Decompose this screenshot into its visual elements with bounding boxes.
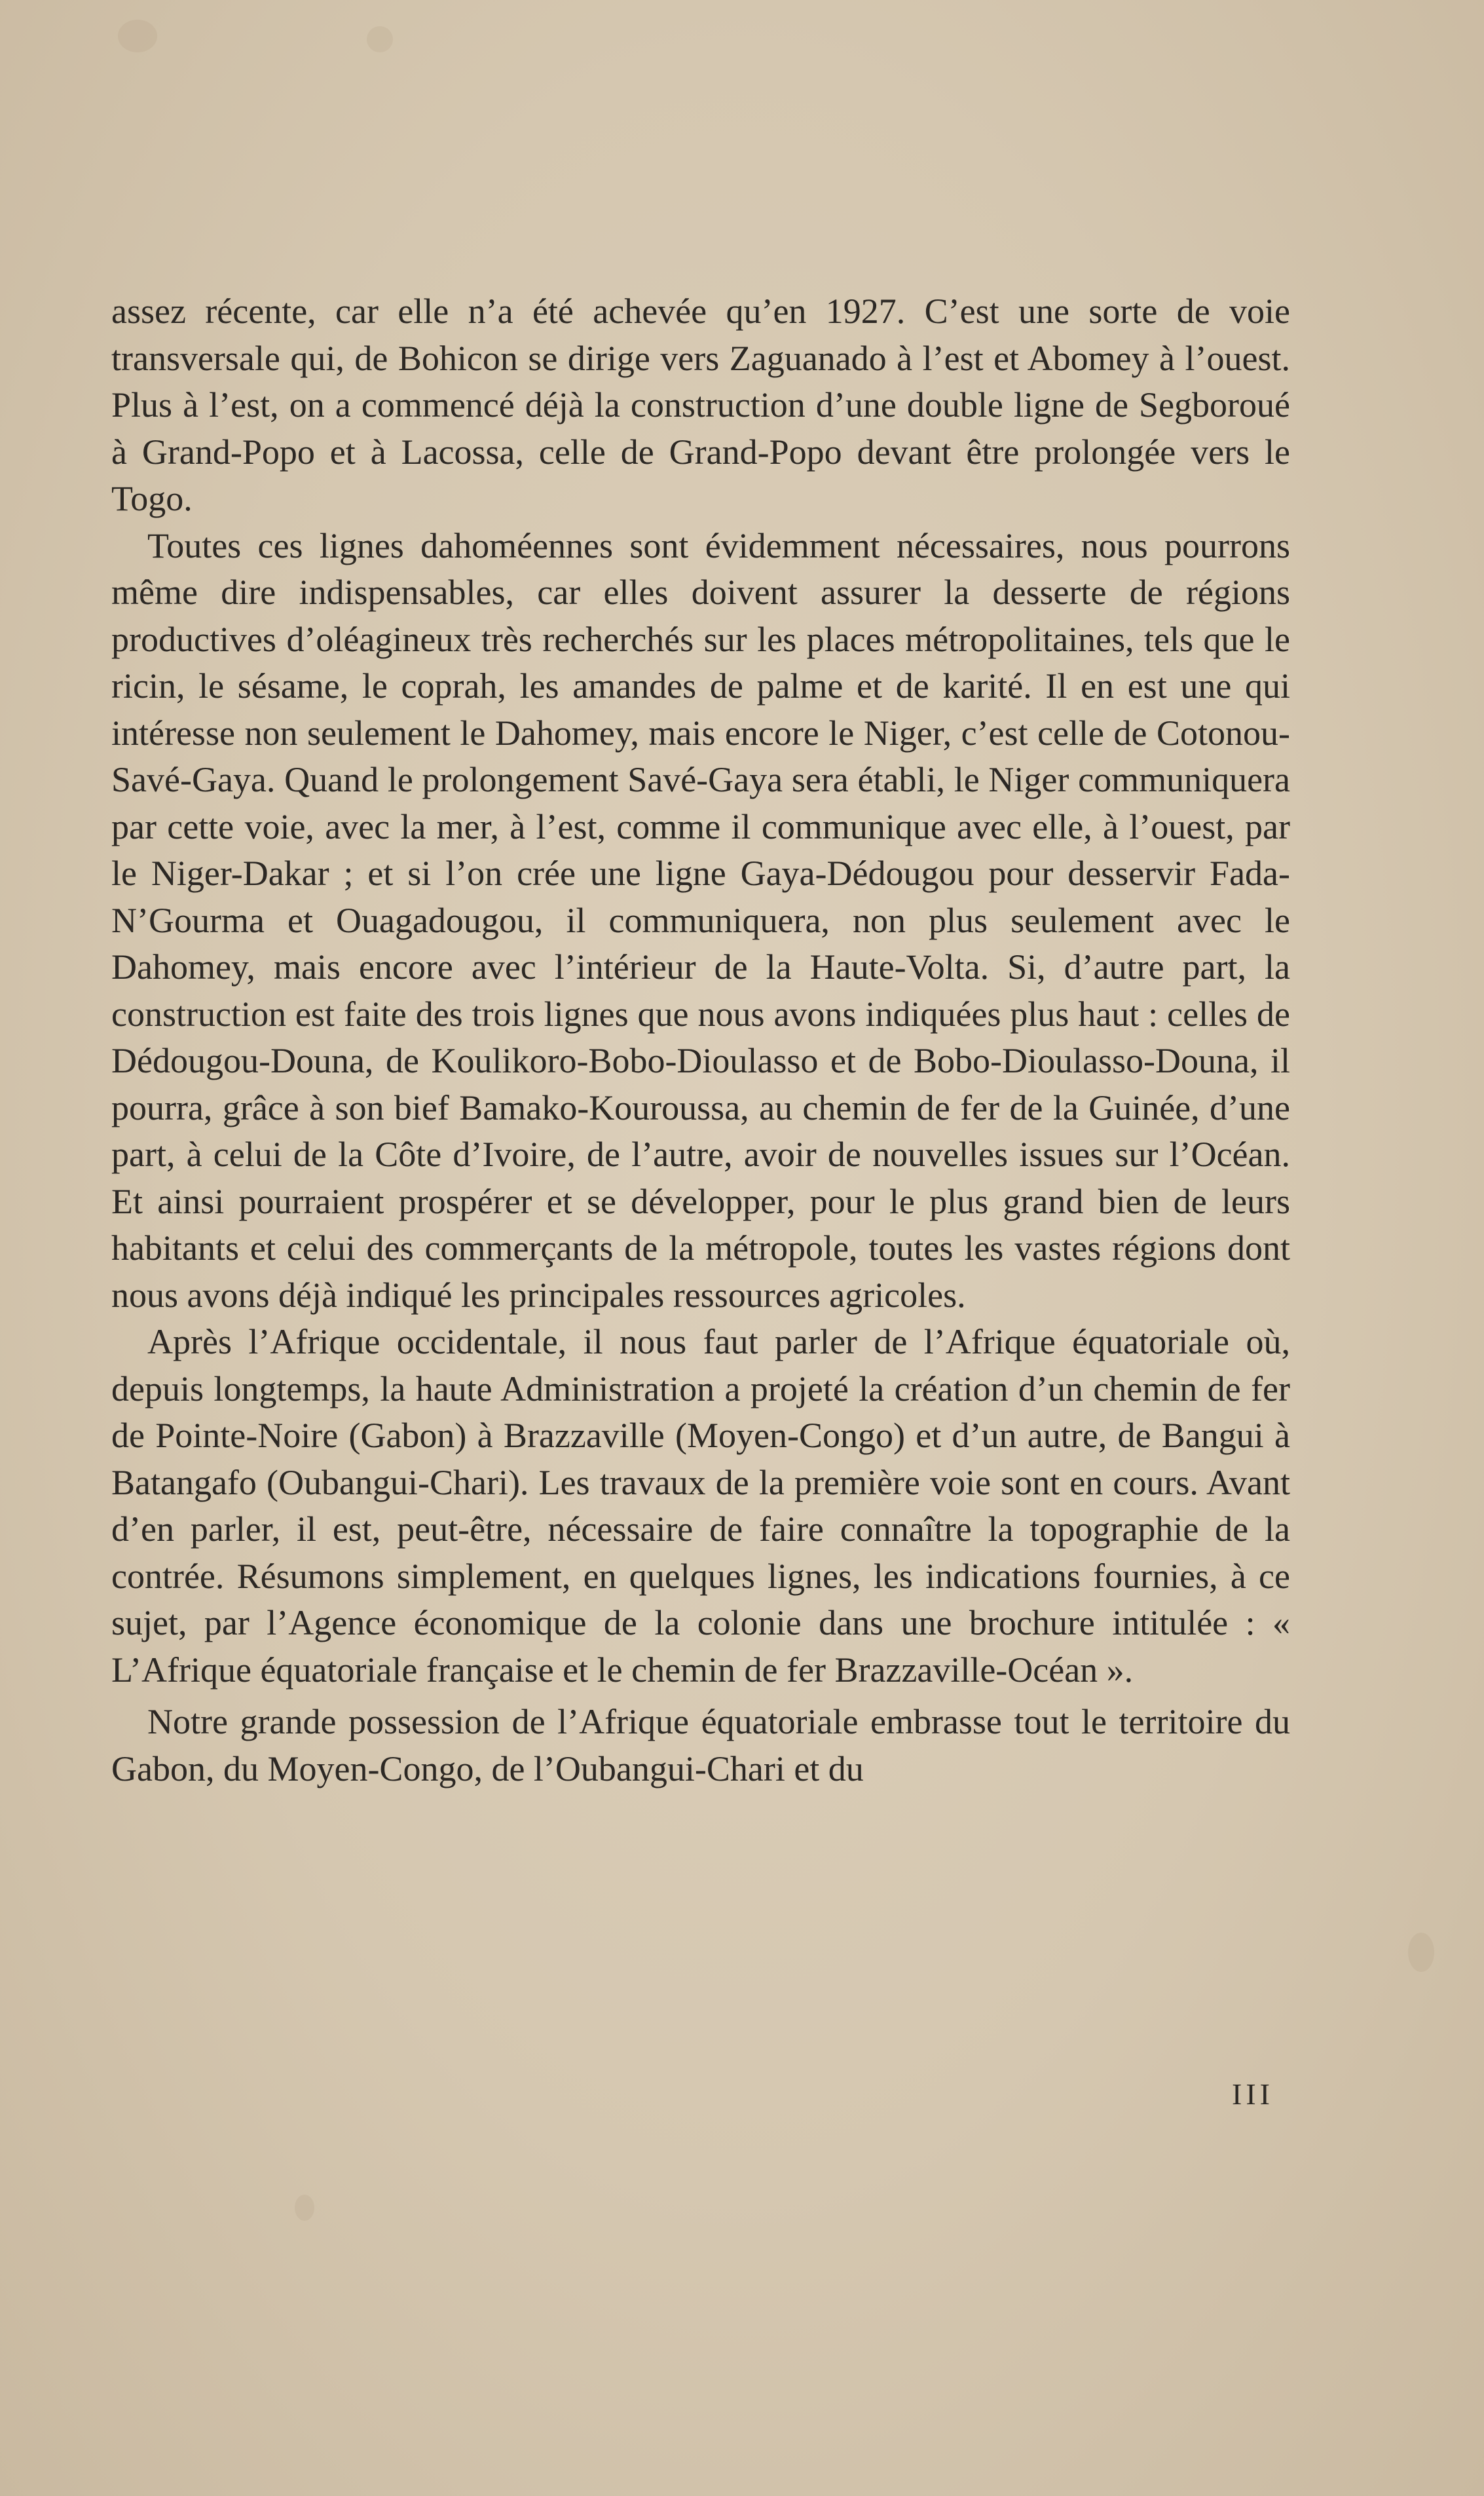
paper-stain: [118, 20, 157, 52]
paragraph: Toutes ces lignes dahoméennes sont évidemment nécessaires, nous pourrons même dire indispensables, car elles doivent assurer la desserte de régions productives d’oléagineux très recherchés sur les places métropolitaines, tels que le ricin, le sésame, le coprah, les amandes de palme et de karité. Il en est une qui intéresse non seulement le Dahomey, mais encore le Niger, c’est celle de Cotonou- Savé-Gaya. Quand le prolongement Savé-Gaya sera établi, le Niger communiquera par cette voie, avec la mer, à l’est, comme il communique avec elle, à l’ouest, par le Niger-Dakar ; et si l’on crée une ligne Gaya-Dédougou pour desservir Fada-N’Gourma et Ouagadougou, il communiquera, non plus seulement avec le Dahomey, mais encore avec l’intérieur de la Haute-Volta. Si, d’autre part, la construction est faite des trois lignes que nous avons indiquées plus haut : celles de Dédougou-Douna, de Koulikoro-Bobo-Dioulasso et de Bobo-Dioulasso-Douna, il pourra, grâce à son bief Bamako-Kouroussa, au chemin de fer de la Guinée, d’une part, à celui de la Côte d’Ivoire, de l’autre, avoir de nouvelles issues sur l’Océan. Et ainsi pourraient prospérer et se développer, pour le plus grand bien de leurs habitants et celui des commerçants de la métropole, toutes les vastes régions dont nous avons déjà indiqué les principales ressources agricoles.: [111, 525, 1290, 1315]
paragraph: Notre grande possession de l’Afrique équatoriale embrasse tout le territoire du Gabon, du Moyen-Congo, de l’Oubangui-Chari et du: [111, 1702, 1290, 1788]
page-number: III: [1232, 2077, 1274, 2111]
paragraph: assez récente, car elle n’a été achevée qu’en 1927. C’est une sorte de voie transversale qui, de Bohicon se dirige vers Zaguanado à l’est et Abomey à l’ouest. Plus à l’est, on a commencé déjà la construction d’une double ligne de Segboroué à Grand-Popo et à Lacossa, celle de Grand-Popo devant être prolongée vers le Togo.: [111, 292, 1290, 518]
paper-stain: [295, 2195, 314, 2221]
paper-stain: [1408, 1933, 1434, 1972]
paper-stain: [367, 26, 393, 52]
paragraph: Après l’Afrique occidentale, il nous faut parler de l’Afrique équatoriale où, depuis longtemps, la haute Administration a projeté la création d’un chemin de fer de Pointe-Noire (Gabon) à Brazzaville (Moyen-Congo) et d’un autre, de Bangui à Batangafo (Oubangui-Chari). Les travaux de la première voie sont en cours. Avant d’en parler, il est, peut-être, nécessaire de faire connaître la topographie de la contrée. Résumons simplement, en quelques lignes, les indications fournies, à ce sujet, par l’Agence économique de la colonie dans une brochure intitulée : « L’Afrique équatoriale française et le chemin de fer Brazzaville-Océan ».: [111, 1322, 1290, 1690]
body-text: [111, 288, 1290, 1792]
